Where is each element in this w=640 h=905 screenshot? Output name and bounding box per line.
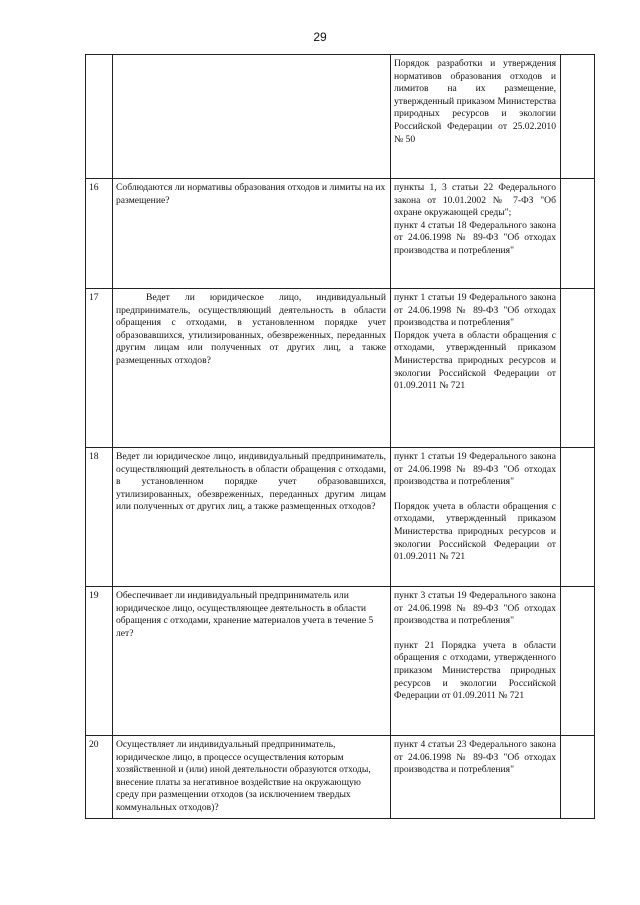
legal-reference: пункт 1 статьи 19 Федерального закона от 24.06.1998 № 89-ФЗ "Об отходах производства и потребления" [394,451,556,488]
legal-reference: пункт 21 Порядка учета в области обращения с отходами, утвержденного приказом Министерства природных ресурсов и экологии Российской Федерации от 01.09.2011 № 721 [394,639,556,702]
question-cell [113,736,391,819]
question-cell [113,289,391,448]
legal-reference-cell [391,179,561,289]
table-row [86,289,595,448]
row-number: 18 [86,448,113,587]
legal-reference-cell [391,55,561,179]
question-cell [113,448,391,587]
page-number: 29 [313,30,327,44]
question-text: Ведет ли юридическое лицо, индивидуальный предприниматель, осуществляющий деятельность в области обращения с отходами, в установленном порядке учет образовавшихся, утилизированных, обезвреженных, переданных другим лицам или полученных от других лиц, а также размещенных отходов? [116,451,386,513]
table-row [86,179,595,289]
table-row [86,55,595,179]
row-number: 17 [86,289,113,448]
answer-cell [561,179,595,289]
table-row [86,448,595,587]
legal-reference: пункт 3 статьи 19 Федерального закона от 24.06.1998 № 89-ФЗ "Об отходах производства и потребления" [394,590,556,627]
question-cell [113,587,391,736]
legal-reference-cell [391,289,561,448]
row-number: 20 [86,736,113,819]
legal-reference-cell [391,587,561,736]
legal-reference-cell [391,736,561,819]
table-row [86,736,595,819]
legal-reference: пункт 1 статьи 19 Федерального закона от 24.06.1998 № 89-ФЗ "Об отходах производства и потребления" [394,292,556,329]
legal-reference-cell [391,448,561,587]
answer-cell [561,448,595,587]
question-cell [113,179,391,289]
legal-reference: пункт 4 статьи 18 Федерального закона от 24.06.1998 № 89-ФЗ "Об отходах производства и потребления" [394,219,556,256]
legal-reference: пункты 1, 3 статьи 22 Федерального закона от 10.01.2002 № 7-ФЗ "Об охране окружающей среды"; [394,182,556,219]
question-text: Соблюдаются ли нормативы образования отходов и лимиты на их размещение? [116,182,386,206]
question-cell [113,55,391,179]
answer-cell [561,736,595,819]
legal-reference: пункт 4 статьи 23 Федерального закона от 24.06.1998 № 89-ФЗ "Об отходах производства и потребления" [394,739,556,776]
row-number: 19 [86,587,113,736]
legal-reference: Порядок учета в области обращения с отходами, утвержденный приказом Министерства природных ресурсов и экологии Российской Федерации от 01.09.2011 № 721 [394,329,556,392]
question-text: Обеспечивает ли индивидуальный предприниматель или юридическое лицо, осуществляющее деятельность в области обращения с отходами, хранение материалов учета в течение 5 лет? [116,590,374,639]
legal-reference: Порядок разработки и утверждения нормативов образования отходов и лимитов на их размещение, утвержденный приказом Министерства природных ресурсов и экологии Российской Федерации от 25.02.2010 № 50 [394,58,556,145]
row-number: 16 [86,179,113,289]
table-row [86,587,595,736]
question-text: Ведет ли юридическое лицо, индивидуальный предприниматель, осуществляющий деятельность в области обращения с отходами, в установленном порядке учет образовавшихся, утилизированных, обезвреженных, переданных другим лицам или полученных от других лиц, а также размещенных отходов? [116,292,386,366]
answer-cell [561,55,595,179]
legal-reference: Порядок учета в области обращения с отходами, утвержденный приказом Министерства природных ресурсов и экологии Российской Федерации от 01.09.2011 № 721 [394,500,556,563]
row-number [86,55,113,179]
checklist-table [85,54,595,819]
answer-cell [561,587,595,736]
answer-cell [561,289,595,448]
question-text: Осуществляет ли индивидуальный предприниматель, юридическое лицо, в процессе осуществления которым хозяйственной и (или) иной деятельности образуются отходы, внесение платы за негативное воздействие на окружающую среду при размещении отходов (за исключением твердых коммунальных отходов)? [116,739,371,813]
